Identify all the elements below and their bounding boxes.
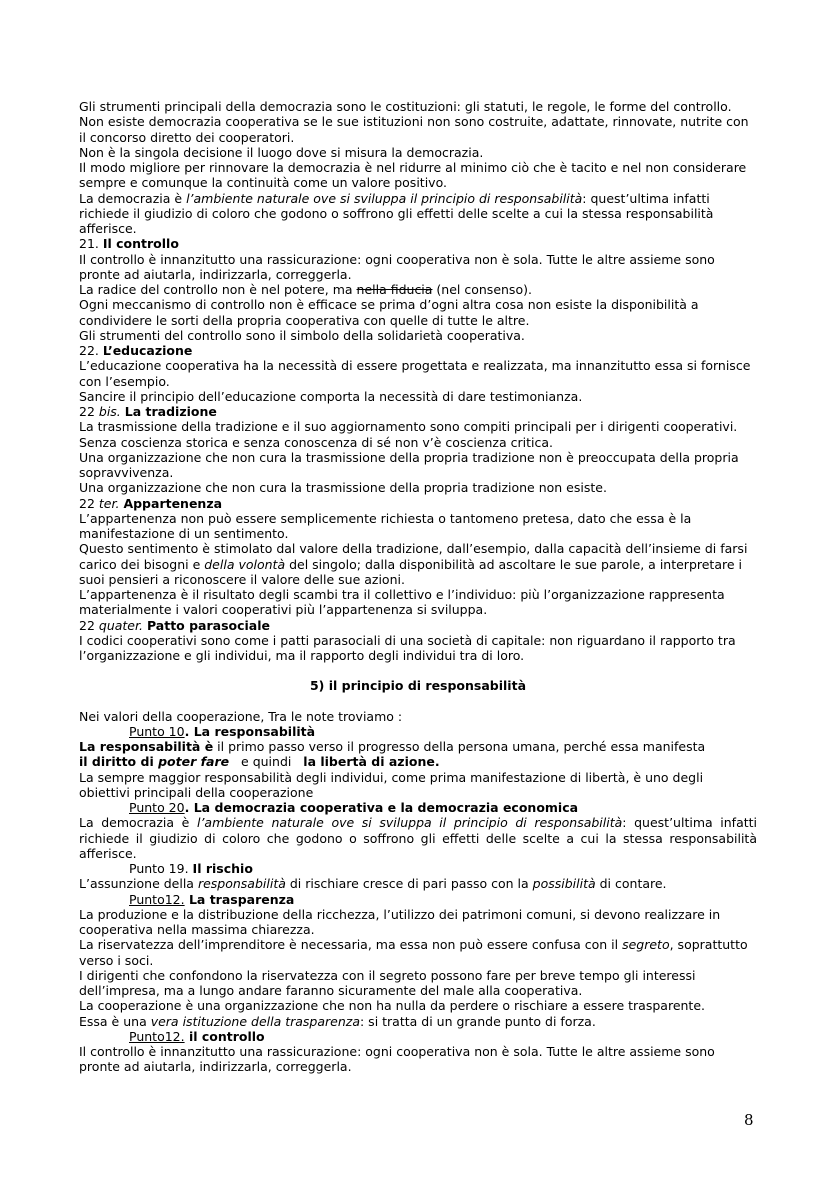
point-heading-12-trasparenza xyxy=(79,892,757,907)
section-title-text: 5) il principio di responsabilità xyxy=(309,678,527,694)
paragraph: I dirigenti che confondono la riservatezza con il segreto possono fare per breve tempo gli interessi dell’impresa, ma a lungo andare faranno sicuramente del male alla cooperativa. xyxy=(79,967,696,998)
text: e quindi xyxy=(229,754,304,770)
italic-text: vera istituzione della trasparenza xyxy=(150,1013,360,1029)
paragraph: Gli strumenti principali della democrazia sono le costituzioni: gli statuti, le regole, le forme del controllo. xyxy=(79,99,732,114)
paragraph: L’appartenenza non può essere semplicemente richiesta o tantomeno pretesa, dato che essa è la manifestazione di un sentimento. xyxy=(79,510,692,541)
heading-title: Il controllo xyxy=(102,236,179,252)
text: di contare. xyxy=(595,876,667,892)
paragraph xyxy=(79,282,757,297)
struck-text: nella fiducia xyxy=(356,282,433,297)
paragraph: L’educazione cooperativa ha la necessità di essere progettata e realizzata, ma innanzitutto essa si fornisce con l’esempio. xyxy=(79,358,751,389)
paragraph: Non è la singola decisione il luogo dove si misura la democrazia. xyxy=(79,144,484,160)
bold-text: il diritto di xyxy=(79,754,159,770)
paragraph xyxy=(79,754,757,769)
italic-text: l’ambiente naturale ove si sviluppa il principio di responsabilità xyxy=(196,815,623,831)
text: La democrazia è xyxy=(79,190,187,206)
text: il primo passo verso il progresso della persona umana, perché essa manifesta xyxy=(213,739,706,754)
point-label: Punto 19. xyxy=(129,861,193,876)
paragraph: La trasmissione della tradizione e il suo aggiornamento sono compiti principali per i dirigenti cooperativi. xyxy=(79,419,738,435)
text: Questo sentimento è stimolato dal valore della tradizione, dall’esempio, dalla capacità dell’insieme di farsi carico dei bisogni e xyxy=(79,541,748,572)
point-title: Il rischio xyxy=(192,861,253,876)
bold-text: la libertà di azione. xyxy=(303,754,440,770)
heading-title: La tradizione xyxy=(124,404,217,419)
paragraph xyxy=(79,1014,757,1029)
text: Essa è una xyxy=(79,1013,151,1029)
paragraph: I codici cooperativi sono come i patti parasociali di una società di capitale: non riguardano il rapporto tra l’organizzazione e gli individui, ma il rapporto degli individui tra di loro. xyxy=(79,632,736,663)
section-heading-22-bis xyxy=(79,404,757,419)
paragraph: L’appartenenza è il risultato degli scambi tra il collettivo e l’individuo: più l’organizzazione rappresenta materialmente i valori cooperativi più l’appartenenza si sviluppa. xyxy=(79,587,725,618)
paragraph: Una organizzazione che non cura la trasmissione della propria tradizione non esiste. xyxy=(79,480,607,496)
heading-title: L’educazione xyxy=(102,343,193,358)
text: : quest’ultima infatti richiede il giudizio di coloro che godono o soffrono gli effetti delle scelte a cui la stessa responsabilità afferisce. xyxy=(79,190,714,236)
paragraph xyxy=(79,815,757,861)
bold-italic-text: poter fare xyxy=(158,754,230,770)
text: La riservatezza dell’imprenditore è necessaria, ma essa non può essere confusa con il xyxy=(79,937,623,953)
heading-title: Patto parasociale xyxy=(146,617,271,633)
section-heading-22-ter xyxy=(79,496,757,511)
italic-text: responsabilità xyxy=(197,876,286,892)
text: L’assunzione della xyxy=(79,876,198,892)
page-number: 8 xyxy=(744,1111,754,1129)
heading-number: 22 xyxy=(79,617,99,633)
paragraph: Il controllo è innanzitutto una rassicurazione: ogni cooperativa non è sola. Tutte le altre assieme sono pronte ad aiutarla, indirizzarla, correggerla. xyxy=(79,1044,715,1075)
point-title: La trasparenza xyxy=(184,891,295,907)
paragraph: Il controllo è innanzitutto una rassicurazione: ogni cooperativa non è sola. Tutte le altre assieme sono pronte ad aiutarla, indirizzarla, correggerla. xyxy=(79,251,715,282)
section-heading-21 xyxy=(79,236,757,251)
text: : si tratta di un grande punto di forza. xyxy=(360,1013,596,1029)
section-heading-22-quater xyxy=(79,618,757,633)
paragraph: Sancire il principio dell’educazione comporta la necessità di dare testimonianza. xyxy=(79,388,583,404)
italic-text: l’ambiente naturale ove si sviluppa il principio di responsabilità xyxy=(186,190,583,206)
bold-text: La responsabilità è xyxy=(79,739,214,754)
point-heading-10 xyxy=(79,724,757,739)
text: (nel consenso). xyxy=(432,282,532,297)
paragraph: Non esiste democrazia cooperativa se le sue istituzioni non sono costruite, adattate, rinnovate, nutrite con il concorso diretto dei cooperatori. xyxy=(79,114,749,145)
point-title: . La responsabilità xyxy=(184,723,316,739)
point-heading-20 xyxy=(79,800,757,815)
text: La democrazia è xyxy=(79,815,197,831)
paragraph xyxy=(79,937,757,968)
paragraph: Il modo migliore per rinnovare la democrazia è nel ridurre al minimo ciò che è tacito e nel non considerare sempre e comunque la continuità come un valore positivo. xyxy=(79,160,747,191)
paragraph xyxy=(79,191,757,237)
paragraph: Una organizzazione che non cura la trasmissione della propria tradizione non è preoccupata della propria sopravvivenza. xyxy=(79,449,739,480)
paragraph: La cooperazione è una organizzazione che non ha nulla da perdere o rischiare a essere trasparente. xyxy=(79,998,705,1014)
italic-text: segreto xyxy=(622,937,670,953)
section-title xyxy=(79,678,757,693)
paragraph xyxy=(79,739,757,754)
heading-modifier: quater. xyxy=(98,617,143,633)
section-heading-22 xyxy=(79,343,757,358)
point-heading-12-controllo xyxy=(79,1029,757,1044)
heading-number: 22 xyxy=(79,495,99,511)
heading-modifier: bis. xyxy=(98,404,121,419)
text: di rischiare cresce di pari passo con la xyxy=(285,876,533,892)
point-title: . La democrazia cooperativa e la democrazia economica xyxy=(184,800,579,815)
paragraph: Ogni meccanismo di controllo non è efficace se prima d’ogni altra cosa non esiste la disponibilità a condividere le sorti della propria cooperativa con quelle di tutte le altre. xyxy=(79,297,699,328)
paragraph: Nei valori della cooperazione, Tra le note troviamo : xyxy=(79,708,403,724)
paragraph: Senza coscienza storica e senza conoscenza di sé non v’è coscienza critica. xyxy=(79,434,553,450)
text: : quest’ultima infatti richiede il giudizio di coloro che godono o soffrono gli effetti delle scelte a cui la stessa responsabilità afferisce. xyxy=(79,815,757,861)
heading-number: 22. xyxy=(79,343,103,358)
paragraph: La produzione e la distribuzione della ricchezza, l’utilizzo dei patrimoni comuni, si devono realizzare in cooperativa nella massima chiarezza. xyxy=(79,906,721,937)
point-label: Punto 20 xyxy=(129,800,185,815)
heading-number: 22 xyxy=(79,404,99,419)
paragraph: Gli strumenti del controllo sono il simbolo della solidarietà cooperativa. xyxy=(79,327,525,343)
point-heading-19 xyxy=(79,861,757,876)
heading-number: 21. xyxy=(79,236,103,252)
paragraph xyxy=(79,541,757,587)
paragraph xyxy=(79,876,757,891)
heading-modifier: ter. xyxy=(98,495,120,511)
point-label: Punto 10 xyxy=(129,723,185,739)
point-label: Punto12. xyxy=(129,1028,185,1044)
heading-title: Appartenenza xyxy=(123,495,223,511)
text: del singolo; dalla disponibilità ad ascoltare le sue parole, a interpretare i suoi pensieri a riconoscere il valore delle sue azioni. xyxy=(79,556,742,587)
text: La radice del controllo non è nel potere, ma xyxy=(79,282,357,297)
document-page xyxy=(79,99,757,1075)
italic-text: possibilità xyxy=(532,876,596,892)
text: , soprattutto verso i soci. xyxy=(79,937,748,968)
paragraph: La sempre maggior responsabilità degli individui, come prima manifestazione di libertà, è uno degli obiettivi principali della cooperazione xyxy=(79,769,704,800)
point-label: Punto12. xyxy=(129,891,185,907)
italic-text: della volontà xyxy=(204,556,286,572)
point-title: il controllo xyxy=(184,1028,265,1044)
